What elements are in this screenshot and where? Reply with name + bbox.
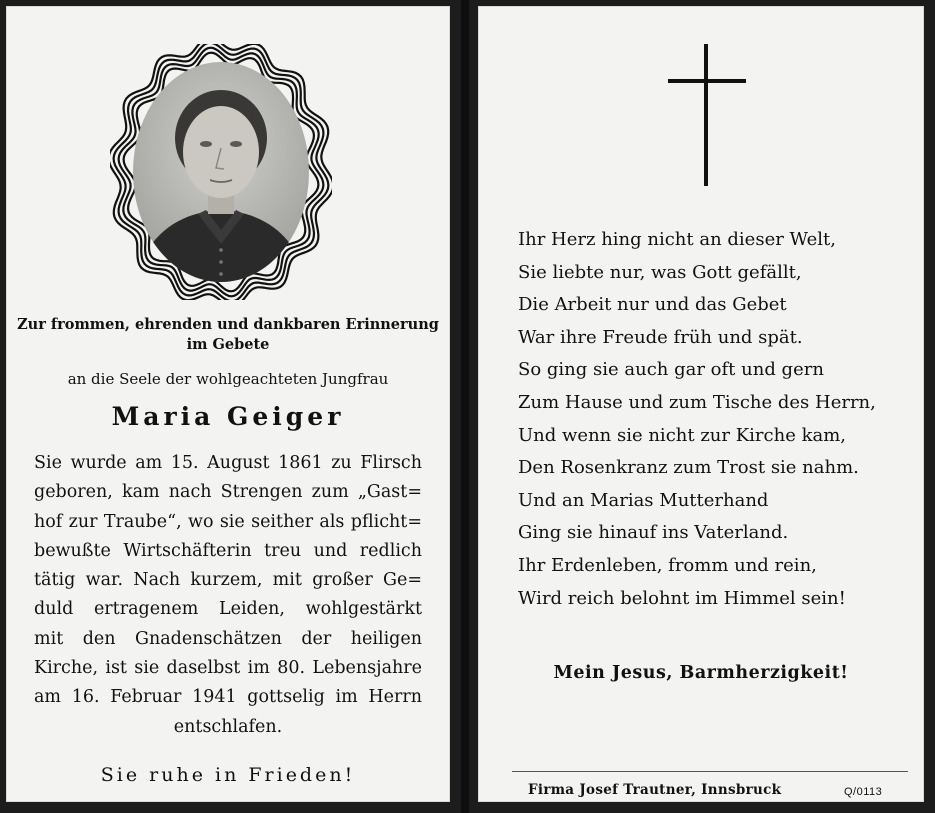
- deceased-name: Maria Geiger: [111, 402, 345, 431]
- biography-line: entschlafen.: [173, 716, 283, 737]
- poem-line: Zum Hause und zum Tische des Herrn,: [518, 391, 876, 413]
- poem-line: Und an Marias Mutterhand: [518, 489, 769, 511]
- poem-line: Die Arbeit nur und das Gebet: [518, 294, 787, 316]
- portrait-frame: [110, 44, 332, 300]
- biography-line: am 16. Februar 1941 gottselig im Herrn: [34, 687, 422, 708]
- biography-line: mit den Gnadenschätzen der heiligen: [34, 628, 422, 649]
- cross-icon: [478, 6, 924, 206]
- biography-line: geboren, kam nach Strengen zum „Gast=: [34, 482, 422, 503]
- poem-line: Ihr Herz hing nicht an dieser Welt,: [518, 229, 836, 250]
- portrait-photo: [110, 44, 332, 300]
- biography-text: [34, 449, 422, 742]
- poem-line: Wird reich belohnt im Himmel sein!: [518, 587, 846, 609]
- poem-line: Ihr Erdenleben, fromm und rein,: [518, 554, 817, 576]
- prayer-line: Mein Jesus, Barmherzigkeit!: [553, 663, 849, 683]
- intro-line: im Gebete: [186, 336, 270, 353]
- poem-line: Und wenn sie nicht zur Kirche kam,: [518, 424, 847, 446]
- memorial-card-front: [6, 6, 450, 802]
- poem-line: War ihre Freude früh und spät.: [518, 326, 803, 348]
- biography-line: tätig war. Nach kurzem, mit großer Ge=: [34, 570, 422, 591]
- catalog-code: Q/0113: [844, 786, 883, 798]
- printer-imprint: Firma Josef Trautner, Innsbruck: [528, 782, 782, 798]
- biography-line: bewußte Wirtschäfterin treu und redlich: [34, 540, 422, 561]
- biography-line: hof zur Traube“, wo sie seither als pflicht=: [34, 511, 422, 532]
- intro-line: Zur frommen, ehrenden und dankbaren Erinnerung: [17, 316, 439, 333]
- intro-line: an die Seele der wohlgeachteten Jungfrau: [67, 370, 389, 388]
- biography-line: Sie wurde am 15. August 1861 zu Flirsch: [34, 453, 422, 473]
- footer-rule: [512, 771, 908, 772]
- poem-line: So ging sie auch gar oft und gern: [518, 359, 824, 381]
- biography-line: duld ertragenem Leiden, wohlgestärkt: [34, 599, 422, 620]
- memorial-card-back: [478, 6, 924, 802]
- poem-line: Den Rosenkranz zum Trost sie nahm.: [518, 457, 859, 479]
- poem-line: Ging sie hinauf ins Vaterland.: [518, 522, 789, 544]
- card-gap: [461, 0, 469, 813]
- poem: [518, 224, 908, 615]
- biography-line: Kirche, ist sie daselbst im 80. Lebensjahre: [34, 658, 422, 679]
- poem-line: Sie liebte nur, was Gott gefällt,: [518, 261, 802, 283]
- closing-blessing: Sie ruhe in Frieden!: [100, 764, 356, 786]
